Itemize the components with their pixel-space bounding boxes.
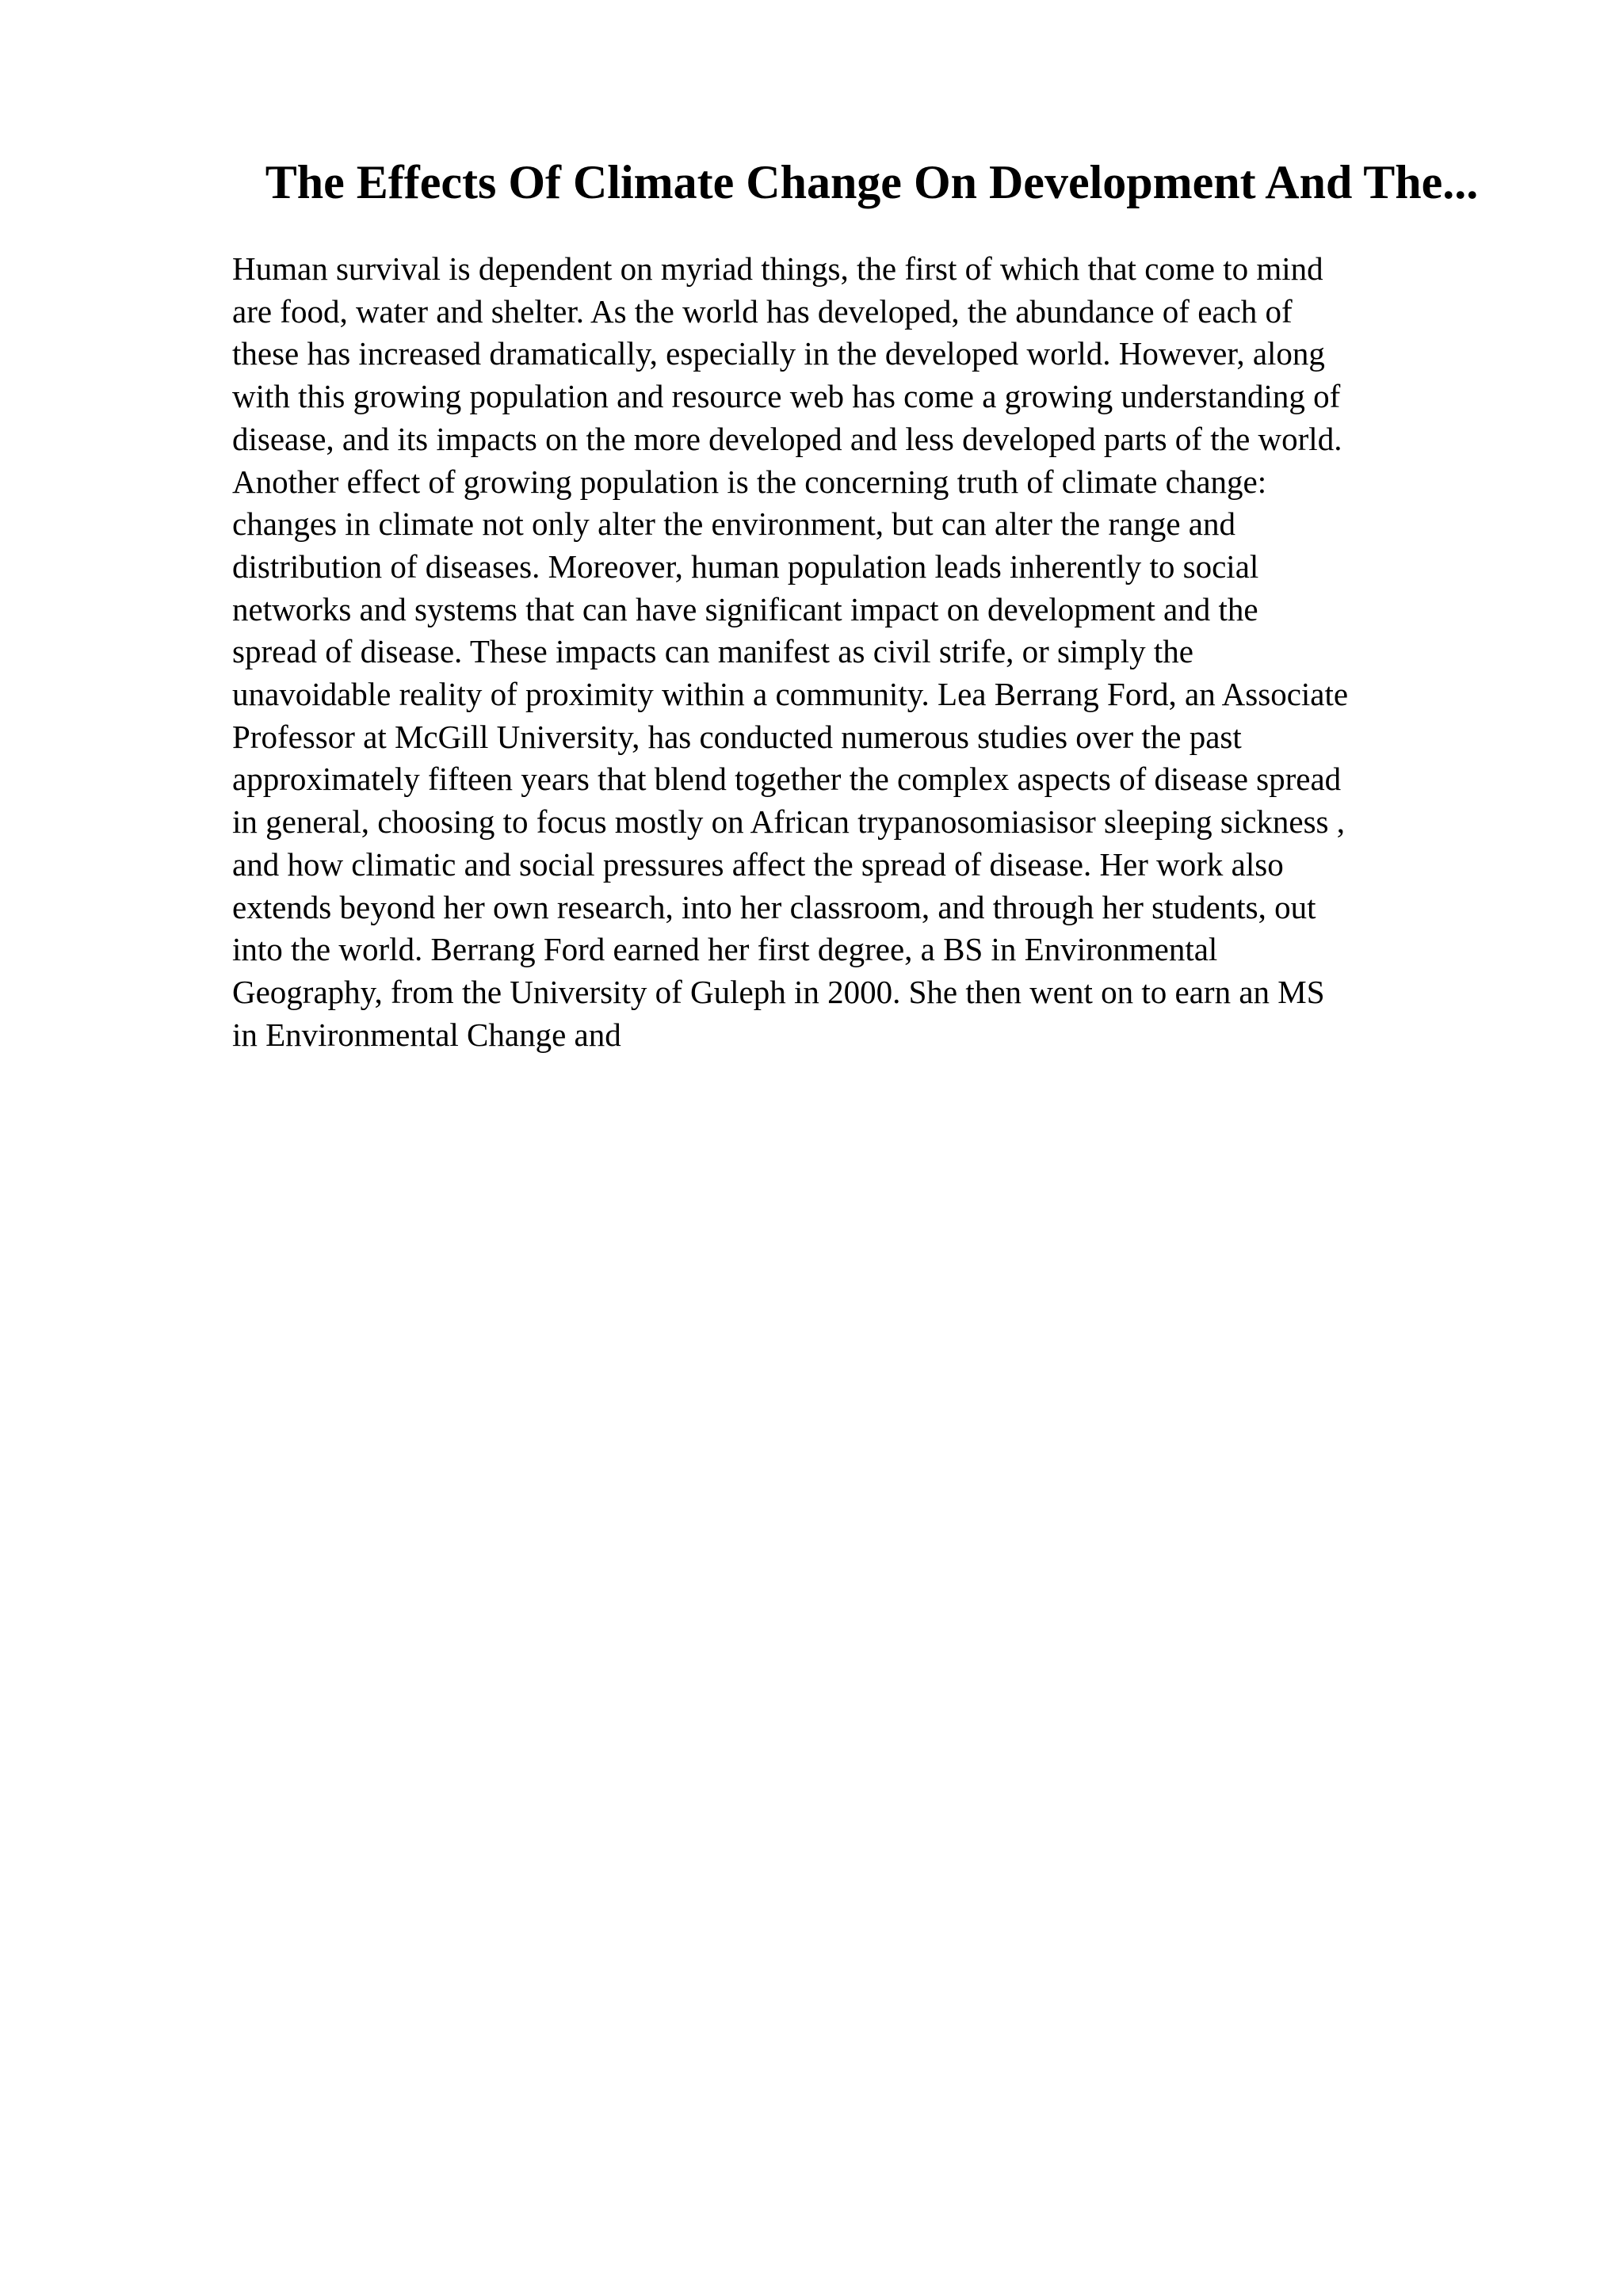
body-line: extends beyond her own research, into her classroom, and through her students, out xyxy=(232,888,1316,925)
body-line: in general, choosing to focus mostly on African trypanosomiasisor sleeping sickness , xyxy=(232,803,1346,841)
body-line: are food, water and shelter. As the world has developed, the abundance of each of xyxy=(232,292,1293,330)
body-line: approximately fifteen years that blend together the complex aspects of disease spread xyxy=(232,761,1342,798)
body-line: Human survival is dependent on myriad things, the first of which that come to mind xyxy=(232,250,1323,287)
body-line: and how climatic and social pressures affect the spread of disease. Her work also xyxy=(232,845,1284,883)
body-line: Geography, from the University of Guleph in 2000. She then went on to earn an MS xyxy=(232,973,1325,1010)
body-line: Another effect of growing population is the concerning truth of climate change: xyxy=(232,463,1267,500)
body-line: distribution of diseases. Moreover, human population leads inherently to social xyxy=(232,547,1259,585)
body-line: unavoidable reality of proximity within a community. Lea Berrang Ford, an Associate xyxy=(232,676,1349,713)
body-line: Professor at McGill University, has conducted numerous studies over the past xyxy=(232,718,1242,755)
body-line: spread of disease. These impacts can manifest as civil strife, or simply the xyxy=(232,633,1193,670)
body-line: in Environmental Change and xyxy=(232,1016,621,1053)
body-line: these has increased dramatically, especially in the developed world. However, along xyxy=(232,335,1325,372)
body-line: disease, and its impacts on the more developed and less developed parts of the world. xyxy=(232,420,1342,457)
body-line: into the world. Berrang Ford earned her first degree, a BS in Environmental xyxy=(232,931,1218,968)
document-title: The Effects Of Climate Change On Development And The... xyxy=(265,156,1479,208)
body-line: networks and systems that can have significant impact on development and the xyxy=(232,590,1258,627)
body-paragraph xyxy=(232,248,1348,1056)
body-line: with this growing population and resource web has come a growing understanding of xyxy=(232,378,1341,415)
body-line: changes in climate not only alter the environment, but can alter the range and xyxy=(232,505,1235,543)
